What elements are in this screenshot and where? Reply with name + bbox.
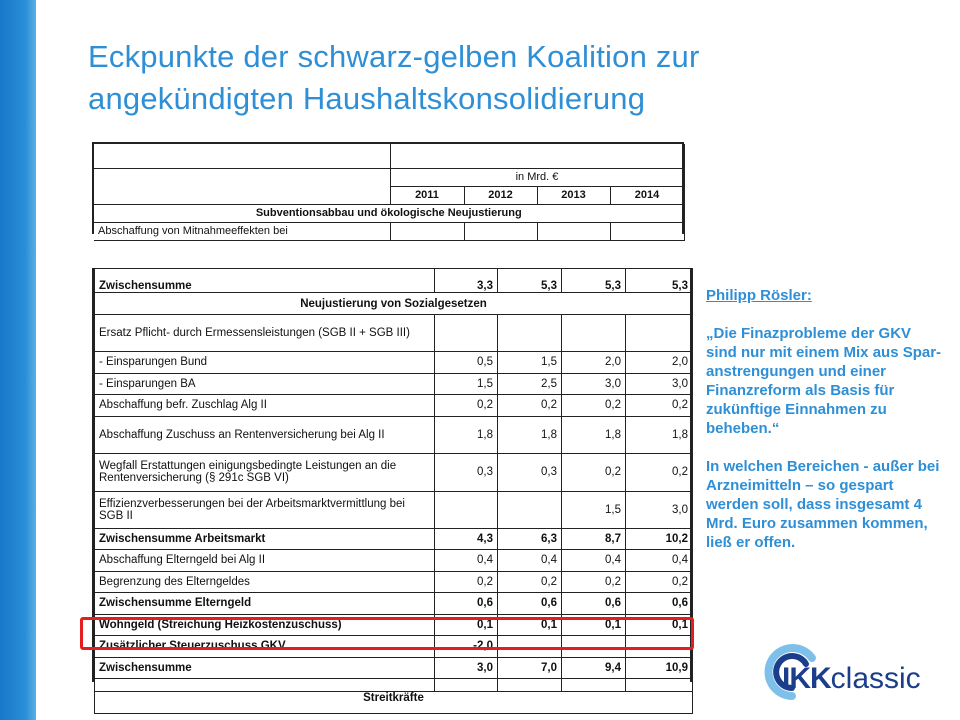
row-value: 1,8 (562, 416, 626, 453)
row-label: Wegfall Erstattungen einigungsbedingte Leistungen an die Rentenversicherung (§ 291c SGB VI) (95, 453, 435, 491)
highlight-steuerzuschuss-gkv (80, 617, 694, 650)
row-value (626, 679, 693, 692)
row-label: - Einsparungen Bund (95, 352, 435, 374)
row-value: -2,0 (435, 636, 498, 658)
table-row (95, 679, 693, 692)
row-value: 1,8 (498, 416, 562, 453)
row-value: 1,5 (562, 491, 626, 528)
quote-speaker: Philipp Rösler: (706, 287, 812, 304)
section-header-row (95, 692, 693, 714)
table-row (95, 352, 693, 374)
row-value: 0,2 (498, 395, 562, 417)
row-value: 3,0 (626, 373, 693, 395)
row-value (562, 315, 626, 352)
row-value: 0,1 (435, 614, 498, 636)
row-value: 3,3 (435, 269, 498, 293)
budget-table-top-excerpt (92, 142, 684, 237)
table-row (95, 571, 693, 593)
row-value: 5,3 (626, 269, 693, 293)
row-value: 2,5 (498, 373, 562, 395)
year-header-2014: 2014 (610, 186, 684, 204)
table-row (95, 593, 693, 615)
year-header-2013: 2013 (537, 186, 610, 204)
row-value (562, 679, 626, 692)
table-row (95, 550, 693, 572)
row-value: 0,6 (435, 593, 498, 615)
table-row (95, 657, 693, 679)
row-value: 5,3 (498, 269, 562, 293)
quote-panel (706, 286, 942, 552)
table-row (95, 491, 693, 528)
table-row-cut (95, 269, 693, 293)
table-row (95, 315, 693, 352)
table-row (95, 528, 693, 550)
row-label: Zwischensumme (95, 269, 435, 293)
row-value: 0,2 (626, 453, 693, 491)
row-value: 0,2 (562, 453, 626, 491)
row-label (95, 679, 435, 692)
row-value: 0,1 (626, 614, 693, 636)
row-value: 0,6 (562, 593, 626, 615)
ikk-classic-logo (762, 642, 942, 704)
row-value: 0,2 (626, 395, 693, 417)
row-value: 0,2 (498, 571, 562, 593)
row-value: 0,2 (626, 571, 693, 593)
row-value: 1,5 (435, 373, 498, 395)
row-value: 3,0 (626, 491, 693, 528)
row-value (498, 315, 562, 352)
row-value: 0,6 (498, 593, 562, 615)
quote-question: In welchen Bereichen - außer bei Arzneimitteln – so gespart werden soll, dass insgesamt 4 Mrd. Euro zusammen kommen, ließ er offen. (706, 458, 940, 551)
row-value: 0,2 (435, 395, 498, 417)
row-value (435, 679, 498, 692)
row-label: Zusätzlicher Steuerzuschuss GKV (95, 636, 435, 658)
row-label: Zwischensumme Arbeitsmarkt (95, 528, 435, 550)
row-value (498, 679, 562, 692)
row-value (435, 315, 498, 352)
slide-title-line1: Eckpunkte der schwarz-gelben Koalition zur (88, 39, 700, 74)
row-value: 0,6 (626, 593, 693, 615)
row-value: 0,4 (626, 550, 693, 572)
row-value: 0,2 (562, 571, 626, 593)
section-header-sozialgesetze: Neujustierung von Sozialgesetzen (95, 293, 693, 315)
row-label: Zwischensumme (95, 657, 435, 679)
unit-label: in Mrd. € (390, 168, 684, 186)
row-value: 0,3 (498, 453, 562, 491)
row-label: Begrenzung des Elterngeldes (95, 571, 435, 593)
row-value: 1,8 (435, 416, 498, 453)
row-value: 6,3 (498, 528, 562, 550)
left-accent-bar (0, 0, 36, 720)
row-value: 3,0 (435, 657, 498, 679)
row-value: 8,7 (562, 528, 626, 550)
row-value (626, 315, 693, 352)
quote-text: „Die Finazprobleme der GKV sind nur mit einem Mix aus Spar-anstrengungen und einer Finanzreform als Basis für zukünftige Einnahmen zu beheben.“ (706, 325, 942, 437)
row-value: 7,0 (498, 657, 562, 679)
row-value: 1,5 (498, 352, 562, 374)
row-value: 3,0 (562, 373, 626, 395)
row-value: 1,8 (626, 416, 693, 453)
row-value: 2,0 (562, 352, 626, 374)
row-label: Effizienzverbesserungen bei der Arbeitsmarktvermittlung bei SGB II (95, 491, 435, 528)
row-value: 9,4 (562, 657, 626, 679)
row-value: 2,0 (626, 352, 693, 374)
row-label: Abschaffung Zuschuss an Rentenversicherung bei Alg II (95, 416, 435, 453)
section-header-subventionsabbau: Subventionsabbau und ökologische Neujustierung (94, 204, 684, 222)
row-value: 0,4 (498, 550, 562, 572)
row-value: 0,4 (435, 550, 498, 572)
row-value: 0,2 (562, 395, 626, 417)
row-label: Wohngeld (Streichung Heizkostenzuschuss) (95, 614, 435, 636)
section-header-streitkraefte: Streitkräfte (95, 692, 693, 714)
table-row (95, 395, 693, 417)
slide-title (88, 36, 888, 120)
row-label: Zwischensumme Elterngeld (95, 593, 435, 615)
row-value: 4,3 (435, 528, 498, 550)
row-label: Abschaffung befr. Zuschlag Alg II (95, 395, 435, 417)
table-row (95, 416, 693, 453)
table-row (95, 373, 693, 395)
budget-table-top (94, 144, 685, 241)
row-value: 0,5 (435, 352, 498, 374)
year-header-2011: 2011 (390, 186, 464, 204)
row-value: 0,4 (562, 550, 626, 572)
row-value (498, 491, 562, 528)
year-header-2012: 2012 (464, 186, 537, 204)
row-value: 0,1 (562, 614, 626, 636)
row-value: 10,2 (626, 528, 693, 550)
row-value: 0,2 (435, 571, 498, 593)
row-value: 0,1 (498, 614, 562, 636)
row-label: - Einsparungen BA (95, 373, 435, 395)
row-label-mitnahmeeffekte: Abschaffung von Mitnahmeeffekten bei (94, 222, 390, 240)
slide-title-line2: angekündigten Haushaltskonsolidierung (88, 81, 646, 116)
logo-suffix: classic (830, 662, 921, 695)
table-row (95, 453, 693, 491)
row-value: 10,9 (626, 657, 693, 679)
row-label: Ersatz Pflicht- durch Ermessensleistungen (SGB II + SGB III) (95, 315, 435, 352)
section-header-row (95, 293, 693, 315)
row-value: 5,3 (562, 269, 626, 293)
logo-wordmark (782, 662, 921, 696)
row-value (435, 491, 498, 528)
logo-brand: IKK (782, 662, 831, 695)
row-label: Abschaffung Elterngeld bei Alg II (95, 550, 435, 572)
row-value: 0,3 (435, 453, 498, 491)
